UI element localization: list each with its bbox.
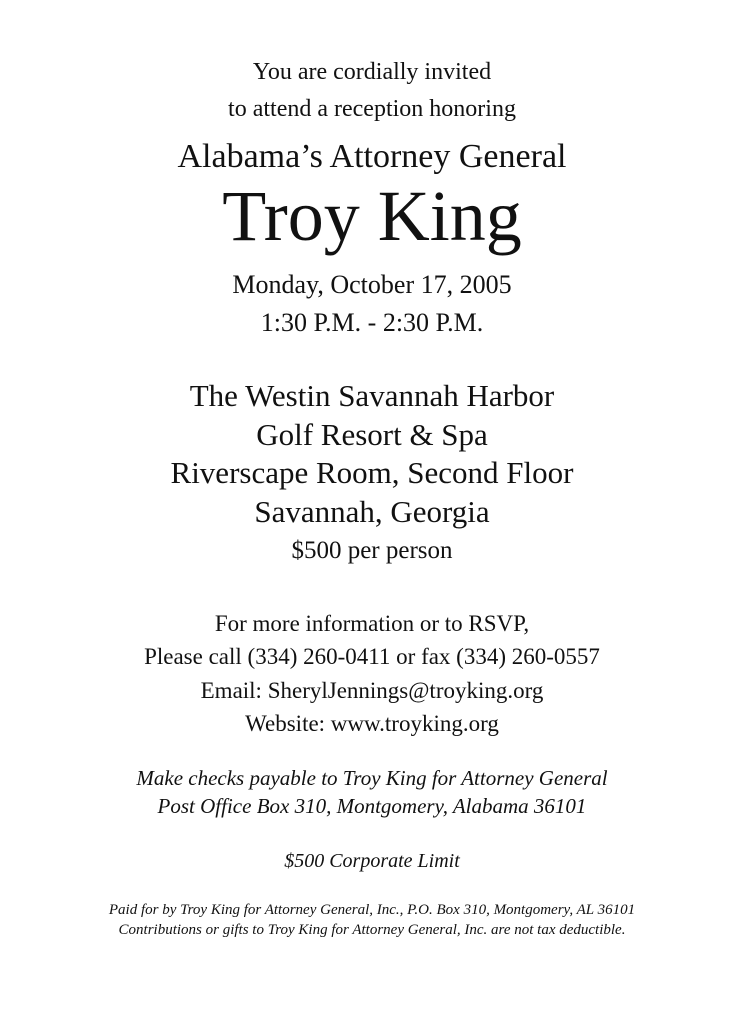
venue-city: Savannah, Georgia [254,494,490,529]
intro-line-1: You are cordially invited [252,59,492,85]
mailing-address: Post Office Box 310, Montgomery, Alabama 36101 [157,794,587,818]
event-time: 1:30 P.M. - 2:30 P.M. [260,308,484,337]
honoree-name: Troy King [222,176,522,256]
event-date: Monday, October 17, 2005 [232,270,512,299]
paid-for-by: Paid for by Troy King for Attorney General, Inc., P.O. Box 310, Montgomery, AL 36101 [108,902,636,918]
venue-name: The Westin Savannah Harbor [189,378,555,413]
website-line: Website: www.troyking.org [245,711,499,736]
venue-resort: Golf Resort & Spa [256,417,488,452]
email-line: Email: SherylJennings@troyking.org [200,678,544,703]
ticket-price: $500 per person [291,537,453,564]
venue-room: Riverscape Room, Second Floor [170,455,574,490]
corporate-limit: $500 Corporate Limit [284,850,460,872]
checks-payable: Make checks payable to Troy King for Attorney General [136,766,608,790]
tax-deductible-notice: Contributions or gifts to Troy King for Attorney General, Inc. are not tax deductible. [118,922,626,938]
intro-line-2: to attend a reception honoring [228,96,516,122]
rsvp-intro: For more information or to RSVP, [214,611,530,636]
honoree-title: Alabama’s Attorney General [177,138,567,175]
phone-fax: Please call (334) 260-0411 or fax (334) 260-0557 [144,644,600,669]
